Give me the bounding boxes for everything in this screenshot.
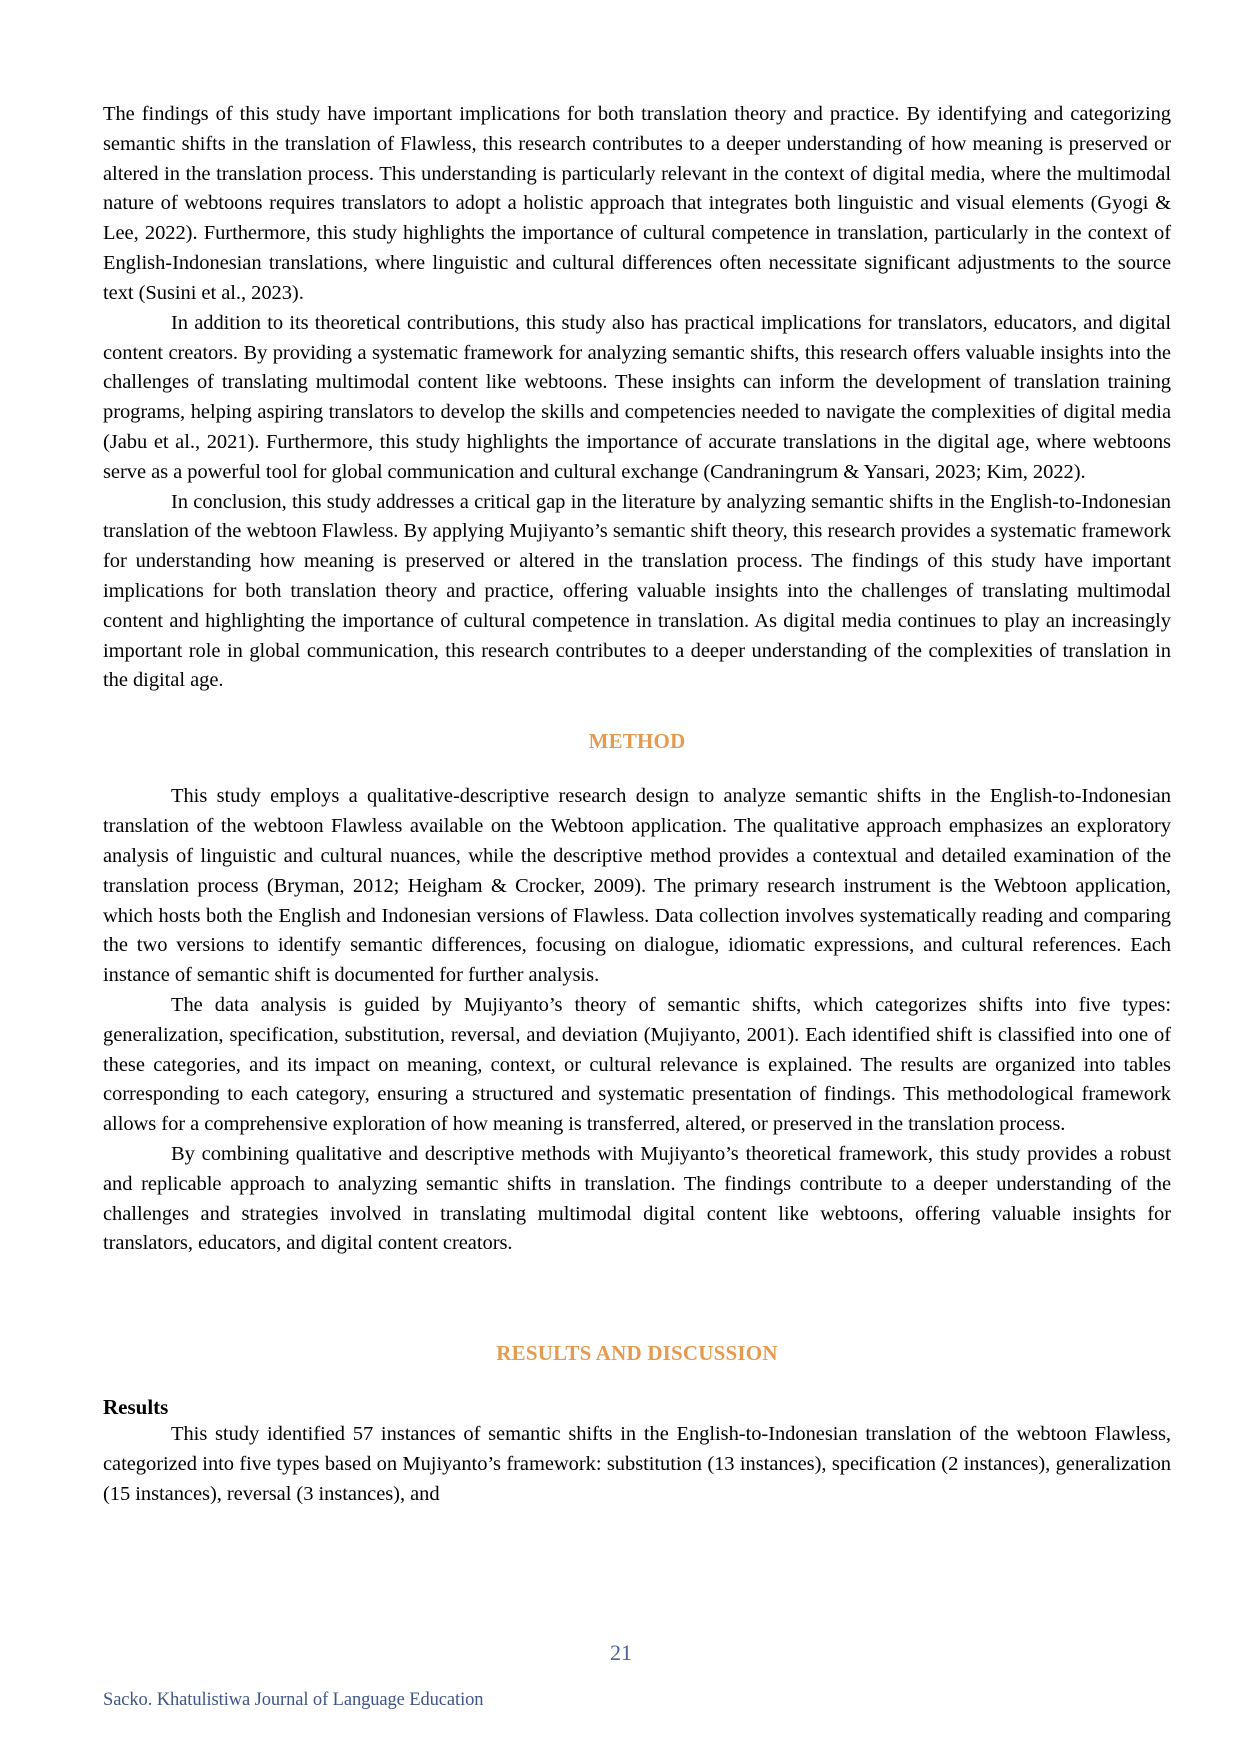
method-paragraph-design: This study employs a qualitative-descriptive research design to analyze semantic shifts in the English-to-Indonesian translation of the webtoon Flawless available on the Webtoon application. The qualitative approach emphasizes an exploratory analysis of linguistic and cultural nuances, while the descriptive method provides a contextual and detailed examination of the translation process (Bryman, 2012; Heigham & Crocker, 2009). The primary research instrument is the Webtoon application, which hosts both the English and Indonesian versions of Flawless. Data collection involves systematically reading and comparing the two versions to identify semantic differences, focusing on dialogue, idiomatic expressions, and cultural references. Each instance of semantic shift is documented for further analysis. bbox=[103, 785, 1171, 987]
page-content bbox=[103, 100, 1171, 1510]
method-paragraph-summary: By combining qualitative and descriptive methods with Mujiyanto’s theoretical framework, this study provides a robust and replicable approach to analyzing semantic shifts in translation. The findings contribute to a deeper understanding of the challenges and strategies involved in translating multimodal digital content like webtoons, offering valuable insights for translators, educators, and digital content creators. bbox=[103, 1143, 1171, 1255]
spacer-after-method-heading bbox=[103, 754, 1171, 782]
section-heading-results-and-discussion: RESULTS AND DISCUSSION bbox=[496, 1341, 778, 1366]
sub-heading-results: Results bbox=[103, 1395, 169, 1420]
page-footer bbox=[0, 1640, 1242, 1754]
page-number: 21 bbox=[610, 1640, 632, 1665]
footer-journal-citation: Sacko. Khatulistiwa Journal of Language Education bbox=[103, 1690, 484, 1710]
spacer-after-results-heading bbox=[103, 1366, 1171, 1395]
paragraph-conclusion: In conclusion, this study addresses a critical gap in the literature by analyzing semantic shifts in the English-to-Indonesian translation of the webtoon Flawless. By applying Mujiyanto’s semantic shift theory, this research provides a systematic framework for understanding how meaning is preserved or altered in the translation process. The findings of this study have important implications for both translation theory and practice, offering valuable insights into the challenges of translating multimodal content and highlighting the importance of cultural competence in translation. As digital media continues to play an increasingly important role in global communication, this research contributes to a deeper understanding of the complexities of translation in the digital age. bbox=[103, 490, 1171, 692]
results-paragraph-instances: This study identified 57 instances of semantic shifts in the English-to-Indonesian translation of the webtoon Flawless, categorized into five types based on Mujiyanto’s framework: substitution (13 instances), specification (2 instances), generalization (15 instances), reversal (3 instances), and bbox=[103, 1423, 1171, 1505]
paragraph-implications: The findings of this study have important implications for both translation theory and practice. By identifying and categorizing semantic shifts in the translation of Flawless, this research contributes to a deeper understanding of how meaning is preserved or altered in the translation process. This understanding is particularly relevant in the context of digital media, where the multimodal nature of webtoons requires translators to adopt a holistic approach that integrates both linguistic and visual elements (Gyogi & Lee, 2022). Furthermore, this study highlights the importance of cultural competence in translation, particularly in the context of English-Indonesian translations, where linguistic and cultural differences often necessitate significant adjustments to the source text (Susini et al., 2023). bbox=[103, 103, 1171, 304]
spacer-before-results-heading bbox=[103, 1259, 1171, 1341]
paragraph-practical-implications: In addition to its theoretical contributions, this study also has practical implications for translators, educators, and digital content creators. By providing a systematic framework for analyzing semantic shifts, this research offers valuable insights into the challenges of translating multimodal content like webtoons. These insights can inform the development of translation training programs, helping aspiring translators to develop the skills and competencies needed to navigate the complexities of digital media (Jabu et al., 2021). Furthermore, this study highlights the importance of accurate translations in the digital age, where webtoons serve as a powerful tool for global communication and cultural exchange (Candraningrum & Yansari, 2023; Kim, 2022). bbox=[103, 311, 1171, 483]
spacer-before-method-heading bbox=[103, 696, 1171, 729]
method-paragraph-analysis: The data analysis is guided by Mujiyanto’s theory of semantic shifts, which categorizes shifts into five types: generalization, specification, substitution, reversal, and deviation (Mujiyanto, 2001). Each identified shift is classified into one of these categories, and its impact on meaning, context, or cultural relevance is explained. The results are organized into tables corresponding to each category, ensuring a structured and systematic presentation of findings. This methodological framework allows for a comprehensive exploration of how meaning is transferred, altered, or preserved in the translation process. bbox=[103, 993, 1171, 1136]
section-heading-method: METHOD bbox=[588, 729, 686, 754]
